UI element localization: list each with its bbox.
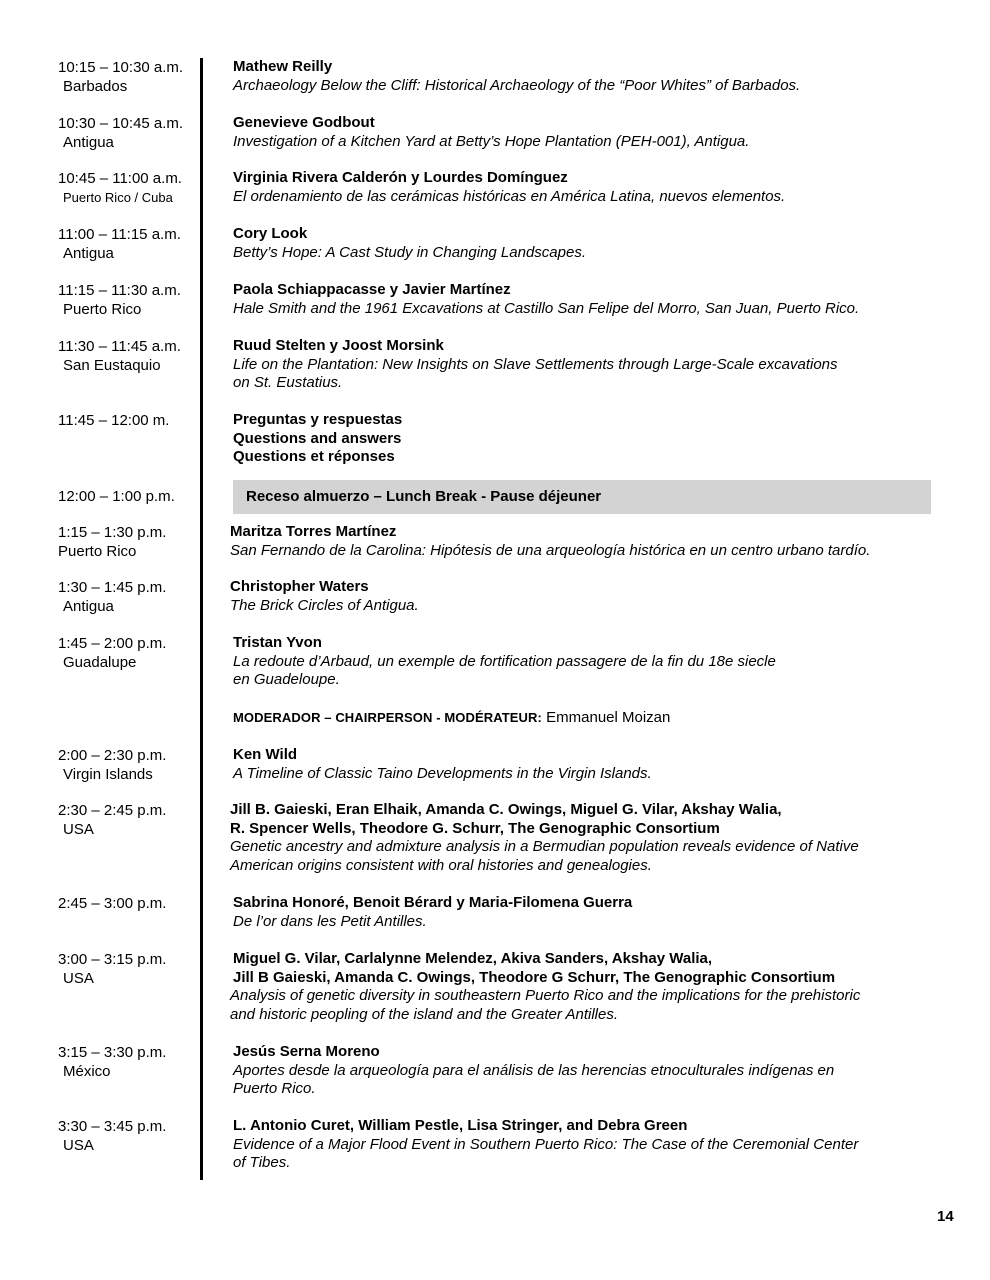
session-place: Puerto Rico xyxy=(63,301,142,318)
session-place: Guadalupe xyxy=(63,654,137,671)
lunch-time: 12:00 – 1:00 p.m. xyxy=(58,488,175,505)
session-time: 10:45 – 11:00 a.m. xyxy=(58,170,182,187)
session-place: Antigua xyxy=(63,598,114,615)
talk-title: on St. Eustatius. xyxy=(233,374,343,391)
qa-label-es: Preguntas y respuestas xyxy=(233,411,403,428)
session-content xyxy=(233,411,933,467)
session-content xyxy=(233,337,933,393)
talk-title: of Tibes. xyxy=(233,1154,291,1171)
talk-title: Investigation of a Kitchen Yard at Betty’s Hope Plantation (PEH-001), Antigua. xyxy=(233,132,750,150)
session-content xyxy=(233,1117,933,1173)
session-time-block xyxy=(58,894,198,913)
session-content xyxy=(233,225,933,262)
session-place: Puerto Rico / Cuba xyxy=(63,190,173,205)
talk-title: A Timeline of Classic Taino Developments in the Virgin Islands. xyxy=(233,764,652,782)
session-time: 10:30 – 10:45 a.m. xyxy=(58,115,184,132)
session-place: Barbados xyxy=(63,78,128,95)
talk-title: Life on the Plantation: New Insights on Slave Settlements through Large-Scale excavations xyxy=(233,355,838,373)
session-time: 11:45 – 12:00 m. xyxy=(58,412,170,429)
session-time-block xyxy=(58,114,198,152)
session-time-block xyxy=(58,523,198,561)
timeline-divider xyxy=(200,58,203,1180)
qa-label-en: Questions and answers xyxy=(233,429,402,447)
session-time-block xyxy=(58,58,198,96)
session-place: USA xyxy=(63,970,94,987)
talk-title: American origins consistent with oral histories and genealogies. xyxy=(230,856,652,874)
talk-title: Aportes desde la arqueología para el análisis de las herencias etnoculturales indígenas en xyxy=(233,1061,835,1079)
session-place: México xyxy=(63,1063,111,1080)
presenter-name: Miguel G. Vilar, Carlalynne Melendez, Akiva Sanders, Akshay Walia, xyxy=(233,950,713,967)
presenter-name: Jill B. Gaieski, Eran Elhaik, Amanda C. Owings, Miguel G. Vilar, Akshay Walia, xyxy=(230,801,782,818)
presenter-name: Maritza Torres Martínez xyxy=(230,523,397,540)
session-time-block xyxy=(58,801,198,839)
session-place: USA xyxy=(63,1137,94,1154)
presenter-name: Paola Schiappacasse y Javier Martínez xyxy=(233,281,511,298)
session-time: 3:00 – 3:15 p.m. xyxy=(58,951,167,968)
session-time-block xyxy=(58,225,198,263)
session-time: 2:30 – 2:45 p.m. xyxy=(58,802,167,819)
session-place: Puerto Rico xyxy=(58,543,137,560)
talk-title: Hale Smith and the 1961 Excavations at Castillo San Felipe del Morro, San Juan, Puerto Rico. xyxy=(233,299,860,317)
page-number: 14 xyxy=(937,1208,954,1225)
session-content xyxy=(233,281,933,318)
session-time-block xyxy=(58,281,198,319)
session-place: USA xyxy=(63,821,94,838)
session-content xyxy=(233,634,933,690)
talk-title: El ordenamiento de las cerámicas históricas en América Latina, nuevos elementos. xyxy=(233,187,786,205)
session-content xyxy=(230,950,933,1024)
talk-title: San Fernando de la Carolina: Hipótesis de una arqueología histórica en un centro urbano tardío. xyxy=(230,541,871,559)
session-time: 3:30 – 3:45 p.m. xyxy=(58,1118,167,1135)
session-content xyxy=(233,58,933,95)
talk-title: Genetic ancestry and admixture analysis in a Bermudian population reveals evidence of Native xyxy=(230,838,859,855)
talk-title: en Guadeloupe. xyxy=(233,671,340,688)
talk-title: Evidence of a Major Flood Event in Southern Puerto Rico: The Case of the Ceremonial Center xyxy=(233,1135,859,1153)
talk-title: The Brick Circles of Antigua. xyxy=(230,596,419,614)
moderator-label: MODERADOR – CHAIRPERSON - MODÉRATEUR: xyxy=(233,710,542,725)
session-time-block xyxy=(58,1043,198,1081)
presenter-name: Tristan Yvon xyxy=(233,634,322,651)
talk-title: Puerto Rico. xyxy=(233,1080,316,1097)
moderator-name: Emmanuel Moizan xyxy=(546,709,671,726)
lunch-label: Receso almuerzo – Lunch Break - Pause déjeuner xyxy=(246,488,602,505)
talk-title: La redoute d’Arbaud, un exemple de fortification passagere de la fin du 18e siecle xyxy=(233,652,776,670)
presenter-name: L. Antonio Curet, William Pestle, Lisa Stringer, and Debra Green xyxy=(233,1117,688,1134)
presenter-name: Virginia Rivera Calderón y Lourdes Domínguez xyxy=(233,169,568,186)
session-time-block xyxy=(58,950,198,988)
session-time: 1:30 – 1:45 p.m. xyxy=(58,579,167,596)
session-time-block xyxy=(58,337,198,375)
presenter-name: Jesús Serna Moreno xyxy=(233,1043,380,1060)
session-content xyxy=(233,114,933,151)
session-content xyxy=(230,801,930,875)
talk-title: and historic peopling of the island and the Greater Antilles. xyxy=(230,1005,619,1023)
presenter-name: R. Spencer Wells, Theodore G. Schurr, The Genographic Consortium xyxy=(230,819,720,837)
presenter-name: Genevieve Godbout xyxy=(233,114,375,131)
session-content xyxy=(230,578,930,615)
session-time-block xyxy=(58,634,198,672)
session-time: 1:15 – 1:30 p.m. xyxy=(58,524,167,541)
talk-title: Archaeology Below the Cliff: Historical Archaeology of the “Poor Whites” of Barbados. xyxy=(233,76,801,94)
presenter-name: Mathew Reilly xyxy=(233,58,333,75)
presenter-name: Ken Wild xyxy=(233,746,298,763)
session-time: 11:00 – 11:15 a.m. xyxy=(58,226,181,243)
session-place: San Eustaquio xyxy=(63,357,161,374)
session-content xyxy=(233,1043,933,1099)
session-place: Antigua xyxy=(63,134,114,151)
session-time-block xyxy=(58,411,198,430)
session-time: 10:15 – 10:30 a.m. xyxy=(58,59,184,76)
session-content xyxy=(230,523,930,560)
presenter-name: Sabrina Honoré, Benoit Bérard y Maria-Filomena Guerra xyxy=(233,894,633,911)
moderator-line xyxy=(233,709,670,727)
session-place: Virgin Islands xyxy=(63,766,153,783)
session-time: 2:45 – 3:00 p.m. xyxy=(58,895,167,912)
session-content xyxy=(233,894,933,931)
session-time: 3:15 – 3:30 p.m. xyxy=(58,1044,167,1061)
talk-title: De l’or dans les Petit Antilles. xyxy=(233,912,427,930)
session-time: 11:15 – 11:30 a.m. xyxy=(58,282,181,299)
session-time-block xyxy=(58,1117,198,1155)
presenter-name: Ruud Stelten y Joost Morsink xyxy=(233,337,444,354)
session-place: Antigua xyxy=(63,245,114,262)
presenter-name: Cory Look xyxy=(233,225,308,242)
session-time: 11:30 – 11:45 a.m. xyxy=(58,338,181,355)
qa-label-fr: Questions et réponses xyxy=(233,448,395,465)
session-time: 1:45 – 2:00 p.m. xyxy=(58,635,167,652)
talk-title: Analysis of genetic diversity in southeastern Puerto Rico and the implications for the prehistoric xyxy=(230,987,861,1004)
session-content xyxy=(233,169,933,206)
session-time-block xyxy=(58,578,198,616)
lunch-banner xyxy=(233,480,931,514)
presenter-name: Jill B Gaieski, Amanda C. Owings, Theodore G Schurr, The Genographic Consortium xyxy=(233,968,836,986)
session-time-block xyxy=(58,746,198,784)
session-content xyxy=(233,746,933,783)
presenter-name: Christopher Waters xyxy=(230,578,369,595)
session-time: 2:00 – 2:30 p.m. xyxy=(58,747,167,764)
session-time-block xyxy=(58,169,198,207)
talk-title: Betty’s Hope: A Cast Study in Changing Landscapes. xyxy=(233,243,586,261)
